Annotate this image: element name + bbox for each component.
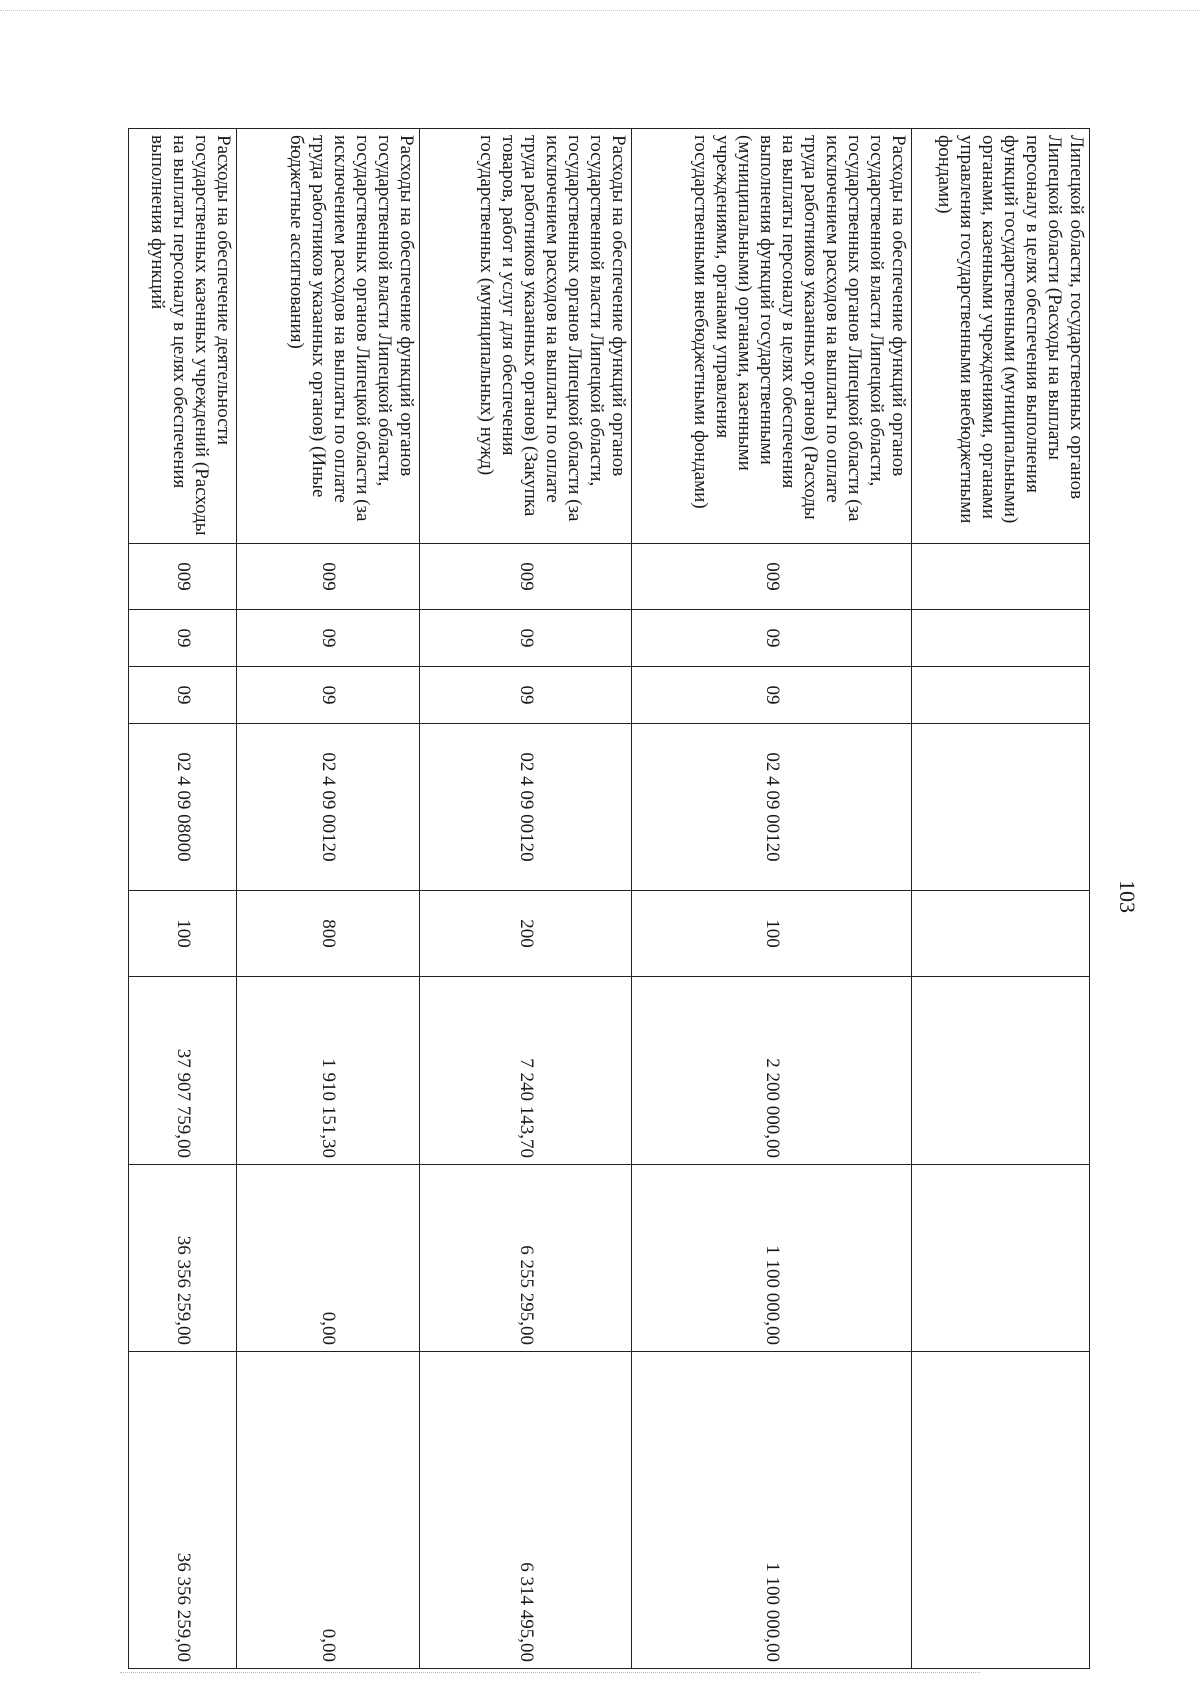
cell-section [912, 610, 1090, 667]
table-row [129, 129, 238, 1669]
cell-ministry-code: 009 [129, 544, 238, 610]
cell-amount-2: 36 356 259,00 [129, 1165, 238, 1352]
table-row [237, 129, 419, 1669]
cell-expense-type: 200 [419, 891, 632, 977]
table-row [912, 129, 1090, 1669]
cell-ministry-code: 009 [419, 544, 632, 610]
cell-ministry-code: 009 [237, 544, 419, 610]
row-description: Расходы на обеспечение функций органов государственной власти Липецкой области, государственных органов Липецкой области (за исключением расходов на выплаты по оплате труда работников указанных органов) (Закупка товаров, работ и услуг для обеспечения государственных (муниципальных) нужд) [419, 129, 632, 544]
page-number: 103 [1115, 880, 1140, 913]
cell-target-article: 02 4 09 08000 [129, 724, 238, 891]
table-row [632, 129, 912, 1669]
scan-edge [0, 10, 1200, 11]
cell-target-article: 02 4 09 00120 [237, 724, 419, 891]
cell-amount-1: 37 907 759,00 [129, 977, 238, 1165]
cell-amount-1: 2 200 000,00 [632, 977, 912, 1165]
cell-subsection: 09 [129, 667, 238, 724]
row-description: Липецкой области, государственных органов Липецкой области (Расходы на выплаты персоналу в целях обеспечения выполнения функций государственными (муниципальными) органами, казенными учреждениями, органами управления государственными внебюджетными фондами) [912, 129, 1090, 544]
cell-ministry-code [912, 544, 1090, 610]
scan-bottom-edge [120, 1672, 980, 1681]
cell-amount-3: 1 100 000,00 [632, 1352, 912, 1669]
cell-expense-type: 800 [237, 891, 419, 977]
cell-amount-1: 7 240 143,70 [419, 977, 632, 1165]
row-description: Расходы на обеспечение функций органов государственной власти Липецкой области, государственных органов Липецкой области (за исключением расходов на выплаты по оплате труда работников указанных органов) (Иные бюджетные ассигнования) [237, 129, 419, 544]
cell-amount-1: 1 910 151,30 [237, 977, 419, 1165]
table-row [419, 129, 632, 1669]
cell-subsection: 09 [419, 667, 632, 724]
cell-amount-3: 36 356 259,00 [129, 1352, 238, 1669]
cell-amount-1 [912, 977, 1090, 1165]
cell-target-article: 02 4 09 00120 [419, 724, 632, 891]
cell-expense-type: 100 [632, 891, 912, 977]
row-description: Расходы на обеспечение деятельности государственных казенных учреждений (Расходы на выплаты персоналу в целях обеспечения выполнения функций [129, 129, 238, 544]
cell-amount-3 [912, 1352, 1090, 1669]
cell-section: 09 [129, 610, 238, 667]
cell-amount-3: 0,00 [237, 1352, 419, 1669]
cell-ministry-code: 009 [632, 544, 912, 610]
cell-expense-type [912, 891, 1090, 977]
cell-amount-2 [912, 1165, 1090, 1352]
cell-target-article [912, 724, 1090, 891]
cell-amount-3: 6 314 495,00 [419, 1352, 632, 1669]
cell-subsection: 09 [632, 667, 912, 724]
cell-section: 09 [237, 610, 419, 667]
cell-section: 09 [632, 610, 912, 667]
cell-section: 09 [419, 610, 632, 667]
cell-target-article: 02 4 09 00120 [632, 724, 912, 891]
cell-amount-2: 1 100 000,00 [632, 1165, 912, 1352]
cell-expense-type: 100 [129, 891, 238, 977]
cell-amount-2: 6 255 295,00 [419, 1165, 632, 1352]
cell-subsection: 09 [237, 667, 419, 724]
budget-table-rotated [128, 128, 1090, 1668]
cell-subsection [912, 667, 1090, 724]
cell-amount-2: 0,00 [237, 1165, 419, 1352]
budget-table [128, 128, 1090, 1669]
row-description: Расходы на обеспечение функций органов государственной власти Липецкой области, государственных органов Липецкой области (за исключением расходов на выплаты по оплате труда работников указанных органов) (Расходы на выплаты персоналу в целях обеспечения выполнения функций государственными (муниципальными) органами, казенными учреждениями, органами управления государственными внебюджетными фондами) [632, 129, 912, 544]
